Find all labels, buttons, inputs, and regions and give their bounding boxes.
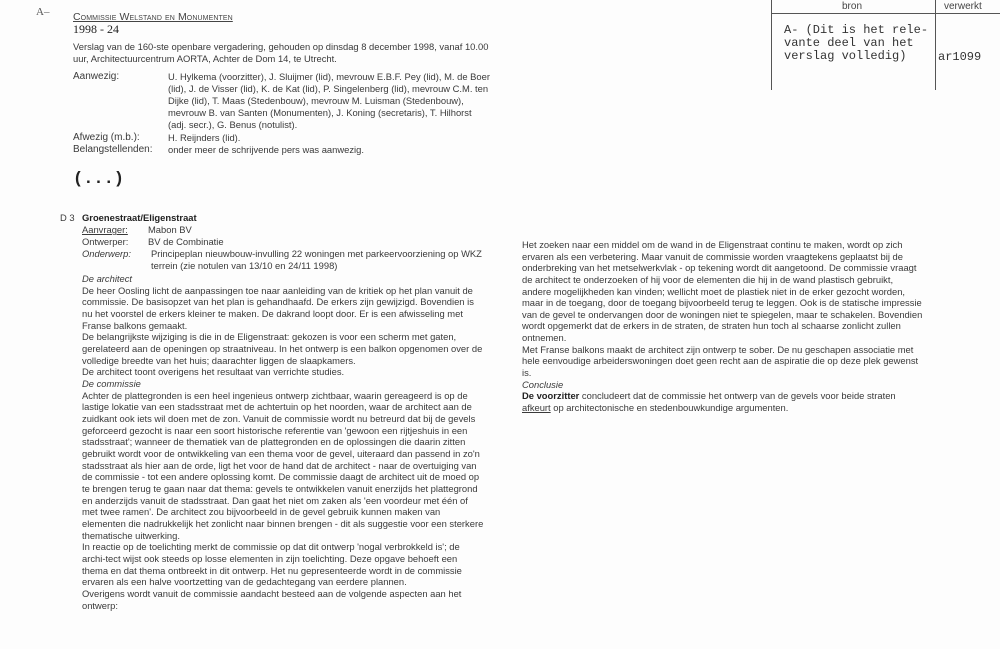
source-line: verslag volledig) xyxy=(784,49,907,63)
text-line: ervaren als een halve voortzetting van de gedachtegang van eerdere plannen. xyxy=(82,576,407,588)
text-line: ervaren als een verbetering. Maar vanuit de commissie worden vraagtekens geplaatst bij de xyxy=(522,250,903,262)
item-title: Groenestraat/Eligenstraat xyxy=(82,212,197,223)
column-header-verwerkt: verwerkt xyxy=(944,1,982,12)
text-line: te brengen terug te gaan naar dat thema: gevels te ontwikkelen vanuit enerzijds het plattegrond xyxy=(82,483,478,495)
text-line: stadsstraat als hier aan de orde, ligt het voor de hand dat de architect - naar de overtuiging van xyxy=(82,459,477,471)
text-line: de commissie - tot een andere oplossing komt. De commissie daagt de architect uit de moed op xyxy=(82,471,480,483)
chair-label: De voorzitter xyxy=(522,390,580,401)
table-divider xyxy=(935,0,936,90)
text-line: nu het voorstel de erkers kleiner te maken. De dakrand loopt door. Er is een afwisseling met xyxy=(82,308,463,320)
text-line: andere mogelijkheden kan vinden; wellicht moet de plastiek niet in de erker gezocht worden, xyxy=(522,285,906,297)
intro-line: uur, Architectuurcentrum AORTA, Achter de Dom 14, te Utrecht. xyxy=(73,53,337,64)
text-line: elementen die nadrukkelijk het zonlicht naar binnen brengen - dit als suggestie voor een sterkere xyxy=(82,518,484,530)
table-divider xyxy=(771,0,772,90)
applicant-value: Mabon BV xyxy=(148,224,192,235)
text-line: wordt opgemerkt dat de erkers in de straten, de straten hun toch al schaarse zonlicht zullen xyxy=(522,320,901,332)
section-heading: Conclusie xyxy=(522,378,564,390)
margin-mark: A– xyxy=(36,6,50,18)
text-line: Overigens wordt vanuit de commissie aandacht besteed aan de volgende aspecten aan het xyxy=(82,588,462,600)
item-code: D 3 xyxy=(60,212,75,223)
text-line: archi-tect wijst ook steeds op losse elementen in zijn toelichting. Deze opgave behoeft een xyxy=(82,553,458,565)
stakeholders-value: onder meer de schrijvende pers was aanwezig. xyxy=(168,144,364,155)
text-line: Franse balkons gemaakt. xyxy=(82,319,188,331)
source-line: A- (Dit is het rele- xyxy=(784,23,929,37)
text-line: gerelateerd aan de openingen op straatniveau. In het ontwerp is een balkon opgenomen over de xyxy=(82,343,483,355)
conclusion-text xyxy=(522,390,896,413)
column-header-bron: bron xyxy=(842,1,863,12)
text-line: thematische uitwerking. xyxy=(82,529,180,541)
conclusion-line xyxy=(522,402,896,414)
text-line: maar in de toegang, door de toegang bijvoorbeeld terug te leggen. Ook is de statische impressie xyxy=(522,297,922,309)
text-line: Met Franse balkons maakt de architect zijn ontwerp te sober. De nu geschapen associatie met xyxy=(522,343,914,355)
present-list xyxy=(168,71,490,131)
text-line: thema en dat thema ontbreekt in dit ontwerp. Het nu gepresenteerde wordt in de commissie xyxy=(82,564,462,576)
text-line: De heer Oosling licht de aanpassingen toe naar aanleiding van de kritiek op het plan vanuit de xyxy=(82,284,473,296)
text-line: Achter de plattegronden is een heel ingenieus ontwerp zichtbaar, waarin gereageerd is op de xyxy=(82,389,468,401)
text-line: gebruikt wordt voor de ontwikkeling van een thema voor de gevel, uiteraard dan passend in zo'n xyxy=(82,448,480,460)
present-line: U. Hylkema (voorzitter), J. Sluijmer (lid), mevrouw E.B.F. Pey (lid), M. de Boer xyxy=(168,71,490,82)
present-label: Aanwezig: xyxy=(73,71,120,82)
present-line: mevrouw B. van Santen (Monumenten), J. Koning (secretaris), T. Hilhorst xyxy=(168,107,472,118)
text-line: onderbreking van het metselwerkvlak - op tekening wordt dit aangetoond. De commissie vraagt xyxy=(522,262,917,274)
text-line: de architect te onderzoeken of hij voor de elementen die hij in de wand plastisch gebruikt, xyxy=(522,273,894,285)
text-line: en anderzijds vanuit de stadsstraat. Dan gaat het niet om zaken als 'een voordeur met één of xyxy=(82,494,468,506)
text-line: Het zoeken naar een middel om de wand in de Eligenstraat continu te maken, wordt op zich xyxy=(522,239,903,250)
source-note xyxy=(784,24,928,63)
applicant-label: Aanvrager: xyxy=(82,224,128,235)
conclusion-line xyxy=(522,390,896,402)
text-line: commissie. De basisopzet van het plan is gehandhaafd. De erkers zijn gewijzigd. Bovendien is xyxy=(82,296,474,308)
text-line: zuidkant ook iets wil doen met de zon. Vanuit de commissie wordt nu betreurd dat bij de gevels xyxy=(82,413,476,425)
present-line: Dijke (lid), T. Maas (Stedenbouw), mevrouw M. Luisman (Stedenbouw), xyxy=(168,95,464,106)
present-line: (adj. secr.), G. Benus (notulist). xyxy=(168,119,298,130)
text-line: is. xyxy=(522,367,532,379)
intro-line: Verslag van de 160-ste openbare vergadering, gehouden op dinsdag 8 december 1998, vanaf 10.00 xyxy=(73,41,489,52)
text-line: stadsstraat'; wanneer de thematiek van de plattegronden en de oplossingen die daarin zitten xyxy=(82,436,466,448)
conclusion-text-part: concludeert dat de commissie het ontwerp van de gevels voor beide straten xyxy=(579,390,896,401)
left-column-text xyxy=(82,273,483,611)
text-line: De belangrijkste wijziging is die in de Eligenstraat: gekozen is voor een scherm met gaten, xyxy=(82,331,457,343)
verdict: afkeurt xyxy=(522,401,551,413)
absent-label: Afwezig (m.b.): xyxy=(73,132,140,143)
right-column-text xyxy=(522,239,922,390)
text-line: lastige lokatie van een stadsstraat met de achtertuin op het noorden, waar de architect aan de xyxy=(82,401,472,413)
stakeholders-label: Belangstellenden: xyxy=(73,144,153,155)
text-line: ontwerp: xyxy=(82,599,118,611)
report-number: 1998 - 24 xyxy=(73,22,119,36)
designer-label: Ontwerper: xyxy=(82,236,129,247)
subject-line: Principeplan nieuwbouw-invulling 22 woningen met parkeervoorziening op WKZ xyxy=(151,248,482,259)
subject-line: terrein (zie notulen van 13/10 en 24/11 1998) xyxy=(151,260,338,271)
section-heading: De commissie xyxy=(82,378,141,390)
text-line: van de gevel te ondervangen door de woningen niet te spiegelen, maar te schakelen. Bovendien xyxy=(522,308,923,320)
text-line: hele eenvoudige arbeiderswoningen doet geen recht aan de aspiratie die op deze plek gewenst xyxy=(522,355,919,367)
subject-label: Onderwerp: xyxy=(82,248,131,259)
conclusion-text-part: op architectonische en stedenbouwkundige argumenten. xyxy=(550,401,789,413)
absent-value: H. Reijnders (lid). xyxy=(168,132,241,143)
designer-value: BV de Combinatie xyxy=(148,236,224,247)
organization-name: Commissie Welstand en Monumenten xyxy=(73,11,233,23)
section-heading: De architect xyxy=(82,273,133,284)
text-line: met twee ramen'. De architect zou bijvoorbeeld in de gevel gebruik kunnen maken van xyxy=(82,506,441,518)
source-line: vante deel van het xyxy=(784,36,914,50)
subject-value xyxy=(151,248,482,272)
meeting-intro xyxy=(73,41,488,65)
text-line: ontnemen. xyxy=(522,332,567,344)
table-divider xyxy=(771,13,1000,14)
processed-code: ar1099 xyxy=(938,50,982,64)
present-line: (lid), J. de Visser (lid), K. de Kat (lid), P. Singelenberg (lid), mevrouw C.M. ten xyxy=(168,83,489,94)
text-line: volledige breedte van het huis; daarachter liggen de slaapkamers. xyxy=(82,354,356,366)
text-line: geforceerd gezocht is naar een soort historische referentie van 'gewoon een rijtjeshuis in een xyxy=(82,424,468,436)
text-line: In reactie op de toelichting merkt de commissie op dat dit ontwerp 'nogal verbrokkeld is'; de xyxy=(82,541,460,553)
text-line: De architect toont overigens het resultaat van verrichte studies. xyxy=(82,366,345,378)
omission-ellipsis: (...) xyxy=(73,170,125,189)
